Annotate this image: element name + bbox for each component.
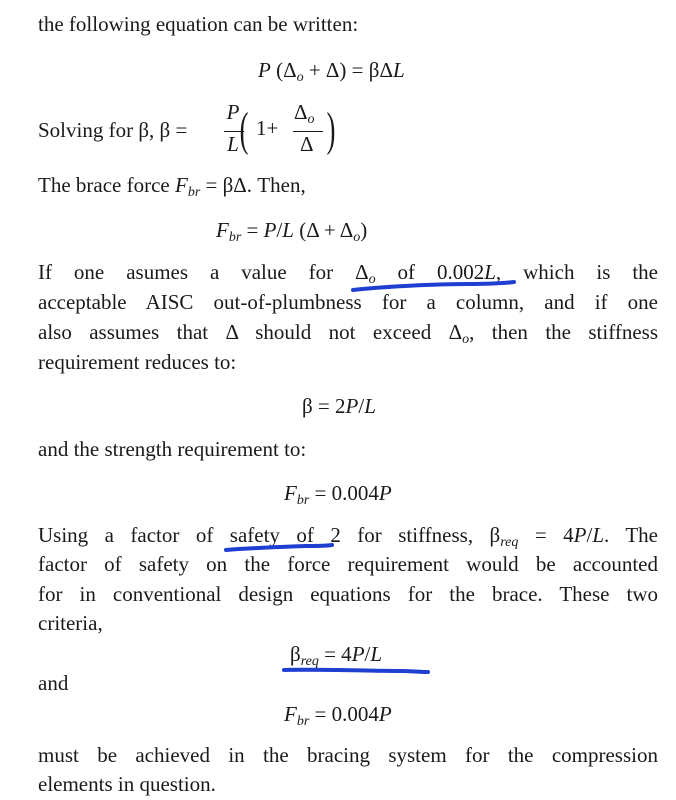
and-text: and: [38, 671, 69, 695]
para1-line2: acceptable AISC out-of-plumbness for a column, and if one: [38, 290, 658, 314]
para2-line1: Using a factor of safety of 2 for stiffness, $\beta_{req} = 4P/L$. The: [38, 523, 658, 550]
fraction-denominator-l: L: [227, 132, 239, 156]
para2-line4: criteria,: [38, 611, 103, 635]
para1-line1: If one asumes a value for $\Delta_o$ of 0.002L, which is the: [38, 260, 658, 287]
brace-force-line: The brace force $F_{br} = \beta\Delta$. Then,: [38, 173, 306, 200]
fraction-numerator-p: P: [226, 100, 240, 124]
left-paren: (: [239, 103, 249, 156]
equation-beta-req: $\beta_{req} = 4P/L$: [290, 642, 383, 669]
one-plus: 1+: [256, 116, 279, 140]
right-paren: ): [326, 103, 336, 156]
equation-beta-2pl: β = 2P/L: [302, 394, 376, 418]
beta-fraction-expression: [220, 100, 360, 170]
para2-line2: factor of safety on the force requirement would be accounted: [38, 552, 658, 576]
final-line2: elements in question.: [38, 772, 216, 796]
strength-intro: and the strength requirement to:: [38, 437, 307, 461]
para1-line4: requirement reduces to:: [38, 350, 237, 374]
para2-line3: for in conventional design equations for the brace. These two: [38, 582, 658, 606]
equation-fbr-2: $F_{br} = 0.004P$: [284, 702, 392, 729]
intro-text: the following equation can be written:: [38, 12, 359, 36]
equation-fbr-1: $F_{br} = 0.004P$: [284, 481, 392, 508]
final-line1: must be achieved in the bracing system for the compression: [38, 743, 658, 767]
para1-line3: also assumes that Δ should not exceed $\Delta_o$, then the stiffness: [38, 320, 658, 347]
solving-label: Solving for β, β =: [38, 118, 188, 142]
fraction-denominator-delta: Δ: [300, 132, 314, 156]
fraction-numerator-delta-o: $\Delta_o$: [294, 100, 315, 127]
equation-1: P $(\Delta_o + \Delta) = \beta\Delta L$: [258, 58, 405, 85]
equation-2: $F_{br} = P/L$ $(\Delta + \Delta_o)$: [216, 218, 368, 245]
